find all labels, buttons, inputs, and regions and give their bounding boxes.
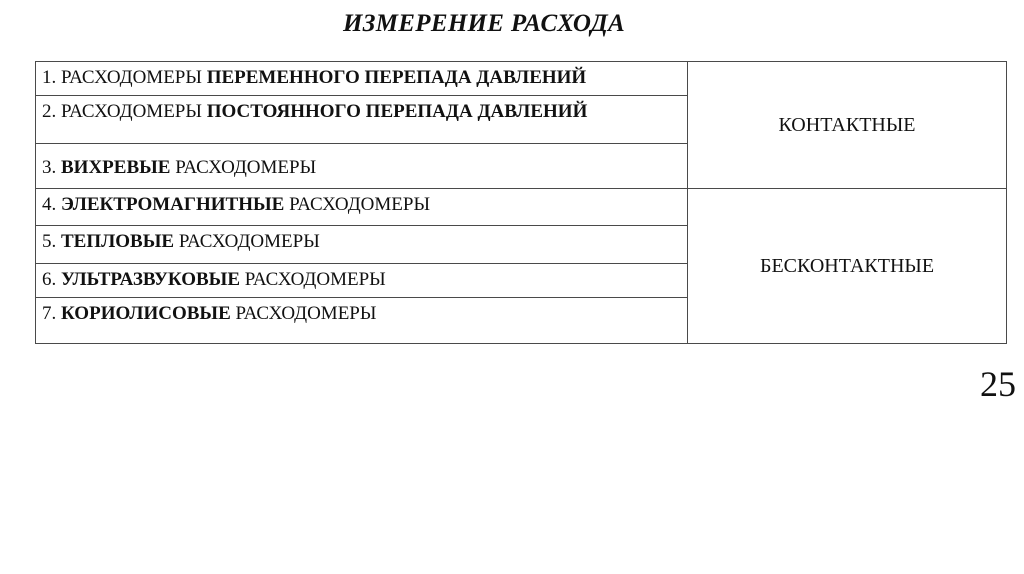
page-number: 25 xyxy=(980,364,1016,404)
table-row xyxy=(36,62,1007,96)
table-row xyxy=(36,189,1007,226)
category-noncontact: БЕСКОНТАКТНЫЕ xyxy=(688,189,1007,344)
flowmeter-type-3: 3. ВИХРЕВЫЕ РАСХОДОМЕРЫ xyxy=(36,144,688,189)
page-title: ИЗМЕРЕНИЕ РАСХОДА xyxy=(343,10,625,37)
category-contact: КОНТАКТНЫЕ xyxy=(688,62,1007,189)
flowmeter-table xyxy=(35,61,1007,344)
flowmeter-type-2: 2. РАСХОДОМЕРЫ ПОСТОЯННОГО ПЕРЕПАДА ДАВЛЕНИЙ xyxy=(36,96,688,144)
flowmeter-type-1: 1. РАСХОДОМЕРЫ ПЕРЕМЕННОГО ПЕРЕПАДА ДАВЛЕНИЙ xyxy=(36,62,688,96)
flowmeter-type-5: 5. ТЕПЛОВЫЕ РАСХОДОМЕРЫ xyxy=(36,226,688,264)
flowmeter-type-6: 6. УЛЬТРАЗВУКОВЫЕ РАСХОДОМЕРЫ xyxy=(36,264,688,298)
flowmeter-type-4: 4. ЭЛЕКТРОМАГНИТНЫЕ РАСХОДОМЕРЫ xyxy=(36,189,688,226)
flowmeter-type-7: 7. КОРИОЛИСОВЫЕ РАСХОДОМЕРЫ xyxy=(36,298,688,344)
